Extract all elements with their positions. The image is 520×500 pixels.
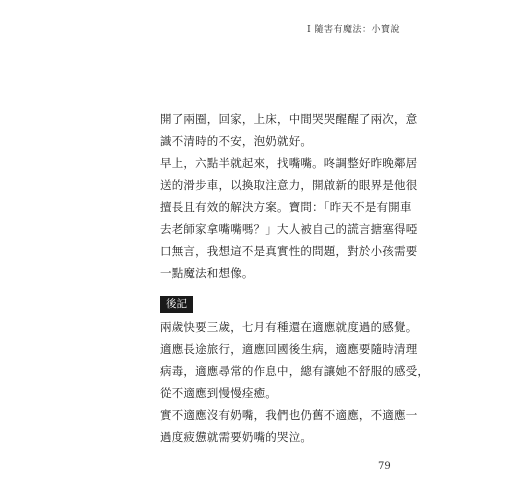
afterword-paragraph-1 [160,316,418,338]
text-line: 擅長且有效的解決方案。寶問：「昨天不是有開車 [160,200,412,214]
text-line: 開了兩圈，回家，上床，中間哭哭醒醒了兩次，意 [160,112,418,126]
text-line: 去老師家拿嘴嘴嗎？」大人被自己的謊言搪塞得啞 [160,222,418,236]
afterword-label: 後記 [160,296,193,313]
paragraph-1 [160,108,418,152]
text-line: 實不適應沒有奶嘴，我們也仍舊不適應，不適應一 [160,408,418,422]
text-line: 從不適應到慢慢痊癒。 [160,386,277,400]
text-line: 病毒，適應尋常的作息中，總有讓她不舒服的感受， [160,364,430,378]
page-number: 79 [378,461,391,472]
text-line: 識不清時的不安，泡奶就好。 [160,134,313,148]
text-line: 兩歲快要三歲，七月有種還在適應就度過的感覺。 [160,320,418,334]
text-line: 早上，六點半就起來，找嘴嘴。咚調整好昨晚鄰居 [160,156,418,170]
afterword-paragraph-3 [160,404,418,448]
paragraph-2 [160,152,418,284]
text-line: 口無言，我想這不是真實性的問題，對於小孩需要 [160,244,418,258]
text-line: 過度疲憊就需要奶嘴的哭泣。 [160,430,313,444]
text-line: 適應長途旅行，適應回國後生病，適應要隨時清理 [160,342,418,356]
text-line: 一點魔法和想像。 [160,266,254,280]
running-header: I 隨害有魔法：小寶說 [307,25,400,35]
afterword-paragraph-2 [160,338,430,404]
text-line: 送的滑步車，以換取注意力，開啟新的眼界是他很 [160,178,418,192]
